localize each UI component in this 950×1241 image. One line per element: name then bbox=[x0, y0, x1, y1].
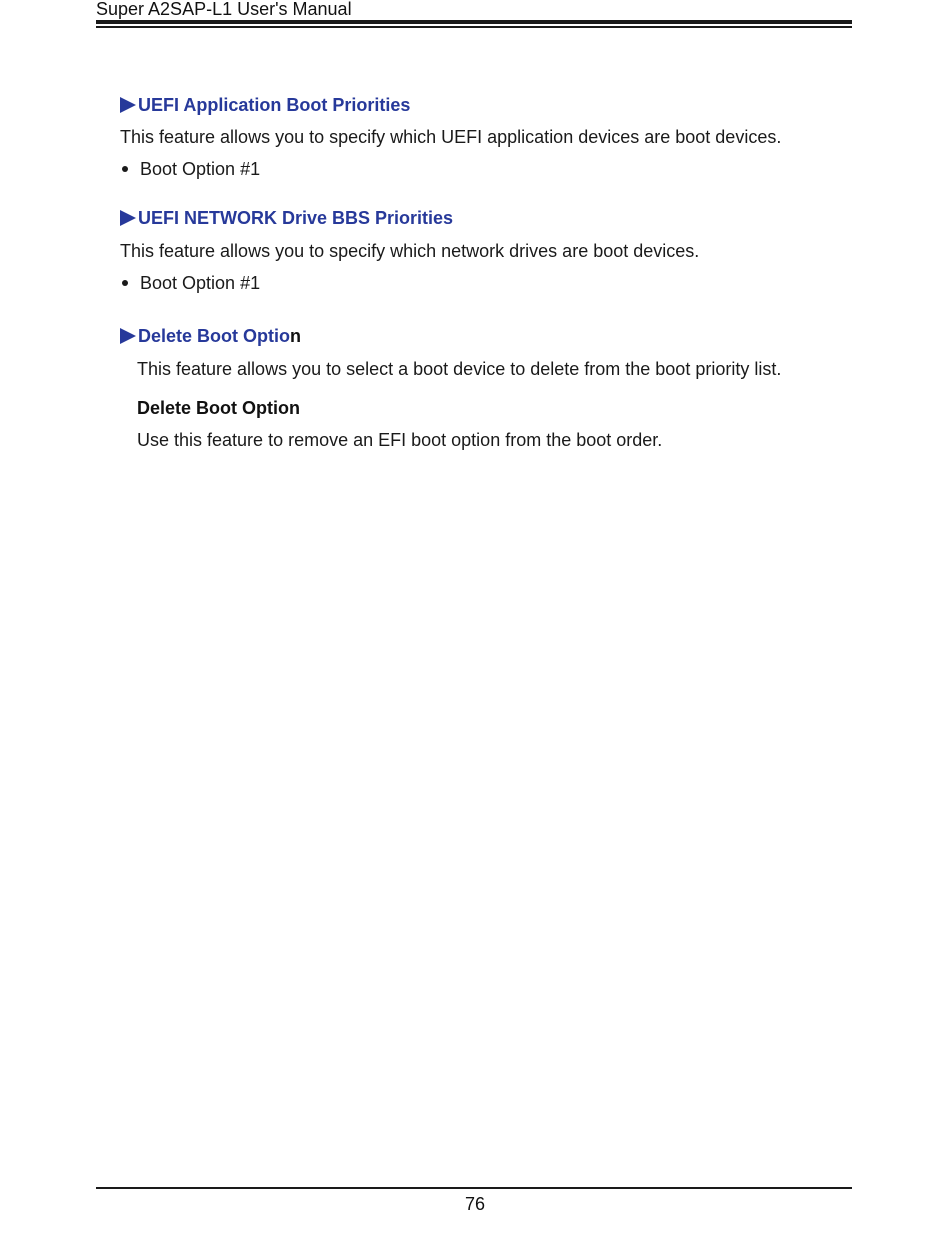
section-description: This feature allows you to specify which network drives are boot devices. bbox=[120, 241, 700, 261]
footer-rule bbox=[96, 1187, 852, 1189]
sub-description: Use this feature to remove an EFI boot option from the boot order. bbox=[137, 430, 663, 450]
section-heading-delete-boot-option bbox=[119, 325, 301, 347]
section-heading-text: Delete Boot Optio bbox=[138, 326, 290, 346]
page-number: 76 bbox=[464, 1194, 486, 1214]
section-description: This feature allows you to specify which UEFI application devices are boot devices. bbox=[120, 127, 782, 147]
right-triangle-icon bbox=[119, 96, 137, 114]
list-item bbox=[120, 158, 260, 180]
section-heading-uefi-application bbox=[119, 94, 410, 116]
list-item-label: Boot Option #1 bbox=[140, 273, 261, 293]
header-rule-thick bbox=[96, 20, 852, 24]
header-title: Super A2SAP-L1 User's Manual bbox=[96, 0, 352, 19]
right-triangle-icon bbox=[119, 327, 137, 345]
header-rule-thin bbox=[96, 26, 852, 28]
section-description: This feature allows you to select a boot device to delete from the boot priority list. bbox=[137, 359, 782, 379]
sub-heading: Delete Boot Option bbox=[137, 398, 300, 418]
bullet-icon bbox=[122, 280, 128, 286]
section-heading-text: UEFI NETWORK Drive BBS Priorities bbox=[138, 208, 454, 228]
section-heading-tail: n bbox=[290, 326, 301, 346]
list-item bbox=[120, 272, 260, 294]
bullet-icon bbox=[122, 166, 128, 172]
section-heading-text: UEFI Application Boot Priorities bbox=[138, 95, 411, 115]
list-item-label: Boot Option #1 bbox=[140, 159, 261, 179]
right-triangle-icon bbox=[119, 209, 137, 227]
section-heading-uefi-network bbox=[119, 207, 453, 229]
